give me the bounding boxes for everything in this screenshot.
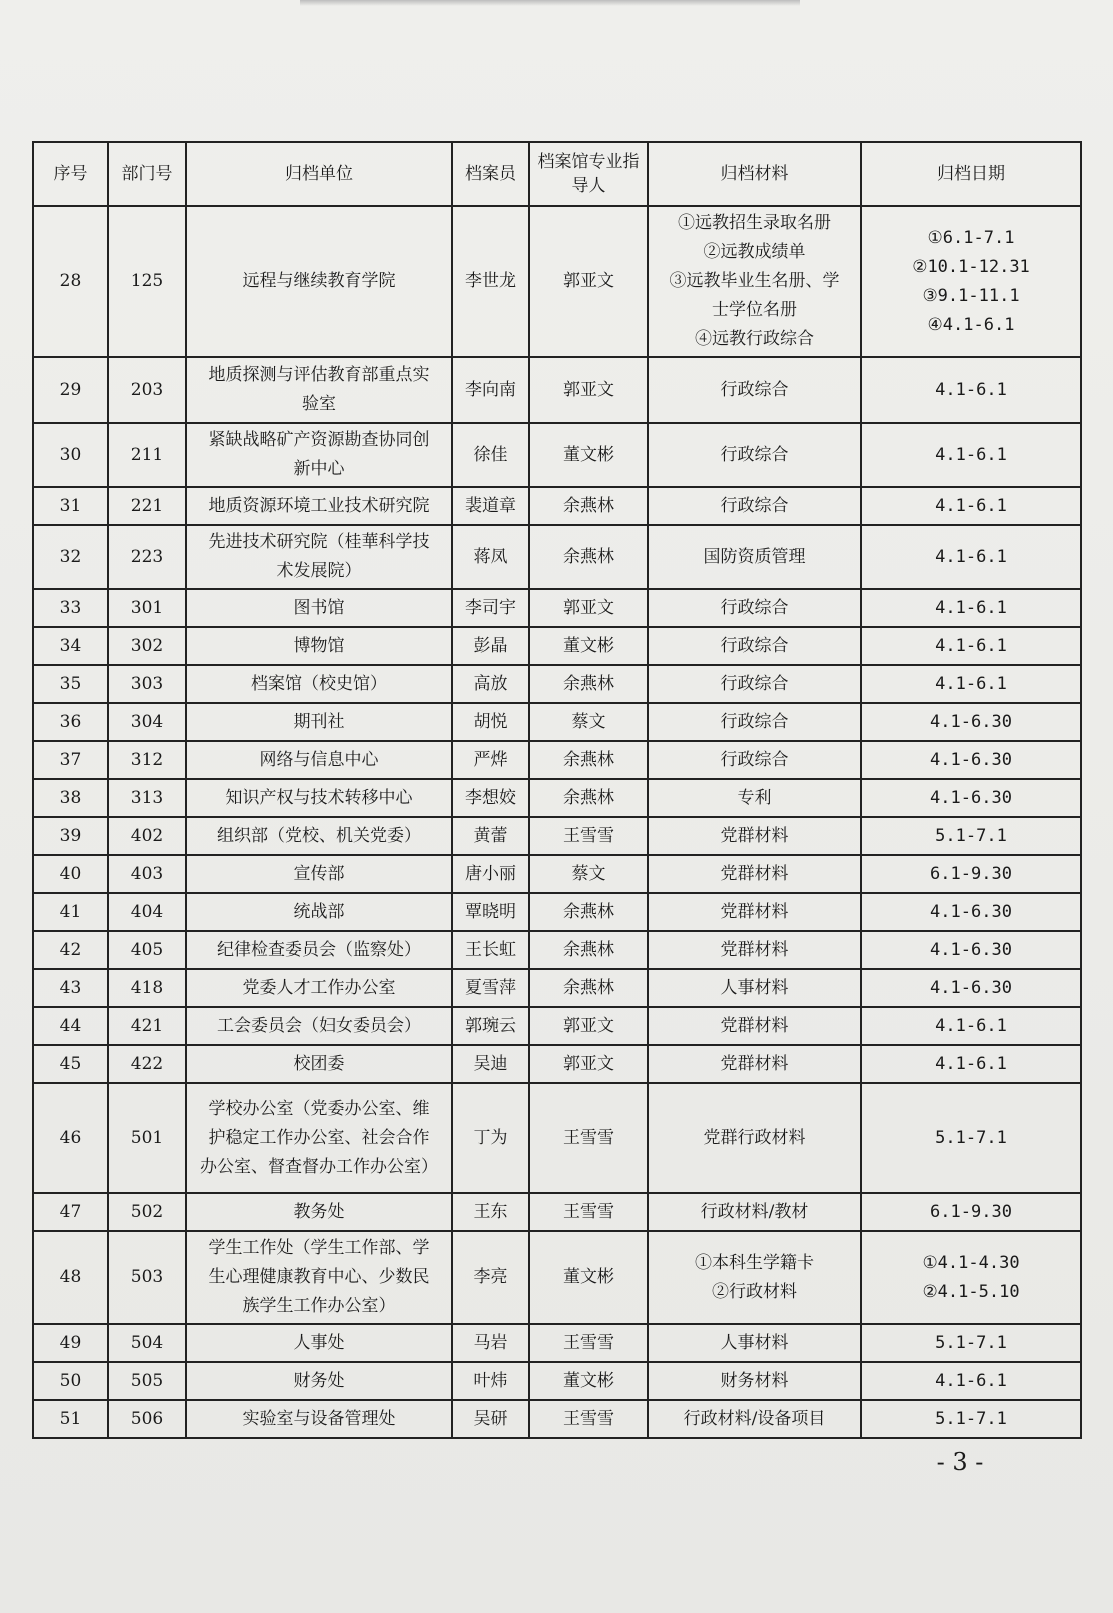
cell-dates-line: 4.1-6.1 bbox=[935, 1015, 1007, 1036]
cell-archivist: 马岩 bbox=[452, 1324, 529, 1362]
cell-dept: 403 bbox=[108, 855, 186, 893]
cell-no: 46 bbox=[33, 1083, 108, 1193]
cell-unit-line: 办公室、督查督办工作办公室） bbox=[200, 1156, 438, 1177]
cell-no: 36 bbox=[33, 703, 108, 741]
cell-archivist: 丁为 bbox=[452, 1083, 529, 1193]
header-cell-unit: 归档单位 bbox=[186, 142, 452, 206]
cell-guide: 王雪雪 bbox=[529, 1193, 648, 1231]
table-row bbox=[33, 206, 1081, 357]
cell-unit-line: 档案馆（校史馆） bbox=[251, 673, 387, 694]
cell-dates-line: 4.1-6.30 bbox=[930, 787, 1012, 808]
cell-dept: 506 bbox=[108, 1400, 186, 1438]
cell-dates-line: ④4.1-6.1 bbox=[927, 314, 1015, 335]
cell-dates bbox=[861, 1083, 1081, 1193]
cell-no: 38 bbox=[33, 779, 108, 817]
cell-materials-line: 行政综合 bbox=[720, 379, 789, 400]
cell-materials bbox=[648, 741, 861, 779]
cell-dept: 211 bbox=[108, 423, 186, 487]
cell-dates bbox=[861, 627, 1081, 665]
cell-unit bbox=[186, 589, 452, 627]
table-header-row bbox=[33, 142, 1081, 206]
cell-archivist: 王长虹 bbox=[452, 931, 529, 969]
cell-unit-line: 知识产权与技术转移中心 bbox=[225, 787, 413, 808]
cell-dates bbox=[861, 1231, 1081, 1324]
cell-archivist: 吴迪 bbox=[452, 1045, 529, 1083]
cell-materials-line: 党群材料 bbox=[720, 939, 789, 960]
cell-guide: 郭亚文 bbox=[529, 1007, 648, 1045]
cell-dates bbox=[861, 817, 1081, 855]
cell-no: 50 bbox=[33, 1362, 108, 1400]
cell-no: 51 bbox=[33, 1400, 108, 1438]
cell-unit bbox=[186, 703, 452, 741]
cell-dates bbox=[861, 1362, 1081, 1400]
cell-unit-line: 远程与继续教育学院 bbox=[242, 271, 396, 291]
cell-unit-line: 工会委员会（妇女委员会） bbox=[217, 1015, 421, 1036]
cell-no: 28 bbox=[33, 206, 108, 357]
cell-unit-line: 校团委 bbox=[293, 1053, 345, 1074]
cell-dates-line: 4.1-6.30 bbox=[930, 711, 1012, 732]
cell-archivist: 高放 bbox=[452, 665, 529, 703]
cell-dates bbox=[861, 487, 1081, 525]
cell-materials-line: 党群材料 bbox=[720, 1053, 789, 1074]
cell-archivist: 李亮 bbox=[452, 1231, 529, 1324]
cell-dept: 223 bbox=[108, 525, 186, 589]
cell-dates bbox=[861, 525, 1081, 589]
cell-guide: 董文彬 bbox=[529, 1231, 648, 1324]
cell-materials-line: 党群材料 bbox=[720, 825, 789, 846]
cell-archivist: 彭晶 bbox=[452, 627, 529, 665]
table-row bbox=[33, 1007, 1081, 1045]
cell-materials-line: ③远教毕业生名册、学 bbox=[669, 271, 840, 291]
cell-no: 45 bbox=[33, 1045, 108, 1083]
cell-unit bbox=[186, 1400, 452, 1438]
cell-unit bbox=[186, 665, 452, 703]
cell-unit-line: 地质探测与评估教育部重点实 bbox=[208, 365, 430, 385]
cell-materials bbox=[648, 1193, 861, 1231]
cell-materials bbox=[648, 1324, 861, 1362]
cell-guide: 余燕林 bbox=[529, 969, 648, 1007]
cell-dates bbox=[861, 741, 1081, 779]
cell-dates bbox=[861, 1400, 1081, 1438]
cell-guide: 余燕林 bbox=[529, 779, 648, 817]
cell-unit bbox=[186, 741, 452, 779]
header-cell-archivist: 档案员 bbox=[452, 142, 529, 206]
cell-archivist: 蒋凤 bbox=[452, 525, 529, 589]
cell-unit bbox=[186, 1193, 452, 1231]
cell-guide: 郭亚文 bbox=[529, 589, 648, 627]
cell-unit-line: 教务处 bbox=[293, 1201, 345, 1222]
cell-materials-line: ④远教行政综合 bbox=[695, 329, 814, 349]
cell-dept: 302 bbox=[108, 627, 186, 665]
cell-unit bbox=[186, 893, 452, 931]
cell-dates-line: 4.1-6.1 bbox=[935, 1370, 1007, 1391]
cell-unit bbox=[186, 817, 452, 855]
cell-no: 39 bbox=[33, 817, 108, 855]
cell-unit-line: 党委人才工作办公室 bbox=[242, 977, 396, 998]
cell-dept: 503 bbox=[108, 1231, 186, 1324]
cell-dates-line: 4.1-6.1 bbox=[935, 597, 1007, 618]
cell-materials bbox=[648, 1362, 861, 1400]
cell-dates-line: 4.1-6.1 bbox=[935, 546, 1007, 567]
cell-unit-line: 新中心 bbox=[293, 459, 345, 479]
cell-dates bbox=[861, 1193, 1081, 1231]
cell-no: 47 bbox=[33, 1193, 108, 1231]
table-row bbox=[33, 1083, 1081, 1193]
cell-unit-line: 博物馆 bbox=[293, 635, 345, 656]
cell-dates bbox=[861, 206, 1081, 357]
cell-unit-line: 验室 bbox=[302, 394, 336, 414]
cell-dept: 504 bbox=[108, 1324, 186, 1362]
cell-dates-line: ①4.1-4.30 bbox=[922, 1252, 1020, 1273]
cell-archivist: 叶炜 bbox=[452, 1362, 529, 1400]
cell-dates bbox=[861, 969, 1081, 1007]
cell-unit-line: 财务处 bbox=[293, 1370, 345, 1391]
cell-materials-line: 行政材料/教材 bbox=[700, 1201, 809, 1222]
cell-dates-line: 4.1-6.30 bbox=[930, 977, 1012, 998]
cell-guide: 余燕林 bbox=[529, 741, 648, 779]
cell-no: 40 bbox=[33, 855, 108, 893]
cell-archivist: 王东 bbox=[452, 1193, 529, 1231]
cell-unit bbox=[186, 931, 452, 969]
cell-materials-line: 人事材料 bbox=[720, 977, 789, 998]
cell-no: 32 bbox=[33, 525, 108, 589]
cell-materials bbox=[648, 817, 861, 855]
cell-materials-line: ②远教成绩单 bbox=[703, 242, 806, 262]
cell-guide: 王雪雪 bbox=[529, 1400, 648, 1438]
cell-dates-line: ①6.1-7.1 bbox=[927, 227, 1015, 248]
cell-unit bbox=[186, 525, 452, 589]
cell-dates bbox=[861, 1007, 1081, 1045]
cell-materials bbox=[648, 855, 861, 893]
table-row bbox=[33, 855, 1081, 893]
cell-dates bbox=[861, 1324, 1081, 1362]
cell-dates-line: 5.1-7.1 bbox=[935, 1408, 1007, 1429]
cell-materials bbox=[648, 423, 861, 487]
cell-unit-line: 紧缺战略矿产资源勘查协同创 bbox=[208, 430, 430, 450]
cell-materials bbox=[648, 779, 861, 817]
cell-materials-line: 行政综合 bbox=[720, 495, 789, 516]
cell-archivist: 覃晓明 bbox=[452, 893, 529, 931]
cell-dept: 402 bbox=[108, 817, 186, 855]
cell-dates-line: 4.1-6.1 bbox=[935, 379, 1007, 400]
cell-archivist: 郭琬云 bbox=[452, 1007, 529, 1045]
cell-dept: 405 bbox=[108, 931, 186, 969]
cell-unit-line: 学生工作处（学生工作部、学 bbox=[208, 1238, 430, 1258]
cell-unit bbox=[186, 1083, 452, 1193]
table-row bbox=[33, 969, 1081, 1007]
header-cell-dates: 归档日期 bbox=[861, 142, 1081, 206]
cell-unit bbox=[186, 1007, 452, 1045]
header-cell-dept: 部门号 bbox=[108, 142, 186, 206]
cell-archivist: 裴道章 bbox=[452, 487, 529, 525]
cell-materials bbox=[648, 589, 861, 627]
cell-unit bbox=[186, 423, 452, 487]
cell-guide: 蔡文 bbox=[529, 855, 648, 893]
cell-materials bbox=[648, 665, 861, 703]
cell-materials bbox=[648, 357, 861, 423]
cell-dates bbox=[861, 779, 1081, 817]
cell-unit-line: 网络与信息中心 bbox=[259, 749, 379, 770]
cell-guide: 郭亚文 bbox=[529, 206, 648, 357]
cell-dept: 501 bbox=[108, 1083, 186, 1193]
cell-materials-line: 财务材料 bbox=[720, 1370, 789, 1391]
page-number: - 3 - bbox=[936, 1448, 984, 1476]
cell-unit-line: 组织部（党校、机关党委） bbox=[217, 825, 421, 846]
cell-unit-line: 族学生工作办公室） bbox=[242, 1296, 396, 1316]
cell-materials bbox=[648, 1007, 861, 1045]
cell-materials-line: 党群行政材料 bbox=[703, 1127, 806, 1148]
cell-no: 49 bbox=[33, 1324, 108, 1362]
cell-dates-line: 4.1-6.1 bbox=[935, 635, 1007, 656]
table-row bbox=[33, 1400, 1081, 1438]
cell-guide: 蔡文 bbox=[529, 703, 648, 741]
cell-unit bbox=[186, 969, 452, 1007]
cell-unit-line: 宣传部 bbox=[293, 863, 345, 884]
cell-materials-line: ①远教招生录取名册 bbox=[678, 213, 831, 233]
cell-dates-line: 4.1-6.30 bbox=[930, 939, 1012, 960]
cell-dates-line: 4.1-6.1 bbox=[935, 673, 1007, 694]
cell-dates bbox=[861, 703, 1081, 741]
cell-unit-line: 期刊社 bbox=[293, 711, 345, 732]
table-row bbox=[33, 741, 1081, 779]
cell-guide: 郭亚文 bbox=[529, 357, 648, 423]
cell-dates-line: 6.1-9.30 bbox=[930, 1201, 1012, 1222]
cell-dates bbox=[861, 893, 1081, 931]
cell-no: 30 bbox=[33, 423, 108, 487]
cell-guide: 王雪雪 bbox=[529, 817, 648, 855]
cell-dates bbox=[861, 357, 1081, 423]
cell-no: 43 bbox=[33, 969, 108, 1007]
cell-unit-line: 学校办公室（党委办公室、维 bbox=[208, 1098, 430, 1119]
cell-dates bbox=[861, 1045, 1081, 1083]
cell-dept: 505 bbox=[108, 1362, 186, 1400]
table-row bbox=[33, 893, 1081, 931]
cell-guide: 王雪雪 bbox=[529, 1083, 648, 1193]
header-cell-no: 序号 bbox=[33, 142, 108, 206]
cell-dates-line: ③9.1-11.1 bbox=[922, 285, 1020, 306]
cell-dates-line: 4.1-6.1 bbox=[935, 444, 1007, 465]
table-row bbox=[33, 703, 1081, 741]
cell-materials-line: 行政综合 bbox=[720, 673, 789, 694]
cell-materials-line: 行政综合 bbox=[720, 597, 789, 618]
table-row bbox=[33, 1231, 1081, 1324]
cell-materials-line: ②行政材料 bbox=[712, 1281, 797, 1302]
cell-guide: 余燕林 bbox=[529, 931, 648, 969]
cell-materials bbox=[648, 1231, 861, 1324]
cell-materials bbox=[648, 1400, 861, 1438]
cell-archivist: 吴研 bbox=[452, 1400, 529, 1438]
table-row bbox=[33, 1324, 1081, 1362]
cell-dates-line: 5.1-7.1 bbox=[935, 1127, 1007, 1148]
cell-dates-line: 4.1-6.1 bbox=[935, 1053, 1007, 1074]
cell-dates bbox=[861, 855, 1081, 893]
table-body bbox=[33, 206, 1081, 1438]
cell-no: 34 bbox=[33, 627, 108, 665]
cell-unit bbox=[186, 1231, 452, 1324]
cell-dept: 421 bbox=[108, 1007, 186, 1045]
cell-unit-line: 纪律检查委员会（监察处） bbox=[217, 939, 421, 960]
cell-guide: 余燕林 bbox=[529, 665, 648, 703]
table-row bbox=[33, 931, 1081, 969]
table-row bbox=[33, 525, 1081, 589]
cell-materials-line: 专利 bbox=[737, 787, 772, 808]
table-row bbox=[33, 779, 1081, 817]
cell-materials bbox=[648, 487, 861, 525]
cell-dates-line: 5.1-7.1 bbox=[935, 825, 1007, 846]
cell-no: 37 bbox=[33, 741, 108, 779]
cell-dept: 418 bbox=[108, 969, 186, 1007]
table-row bbox=[33, 627, 1081, 665]
cell-unit bbox=[186, 855, 452, 893]
cell-dept: 502 bbox=[108, 1193, 186, 1231]
cell-archivist: 李想姣 bbox=[452, 779, 529, 817]
cell-materials bbox=[648, 627, 861, 665]
cell-guide: 王雪雪 bbox=[529, 1324, 648, 1362]
cell-archivist: 胡悦 bbox=[452, 703, 529, 741]
cell-no: 41 bbox=[33, 893, 108, 931]
cell-materials-line: 行政综合 bbox=[720, 711, 789, 732]
cell-archivist: 李司宇 bbox=[452, 589, 529, 627]
cell-materials bbox=[648, 1083, 861, 1193]
cell-archivist: 夏雪萍 bbox=[452, 969, 529, 1007]
cell-dates bbox=[861, 589, 1081, 627]
cell-materials bbox=[648, 206, 861, 357]
cell-unit-line: 术发展院） bbox=[276, 561, 362, 581]
cell-dates bbox=[861, 423, 1081, 487]
cell-no: 44 bbox=[33, 1007, 108, 1045]
cell-materials-line: 国防资质管理 bbox=[703, 546, 806, 567]
cell-unit bbox=[186, 1362, 452, 1400]
cell-unit-line: 先进技术研究院（桂華科学技 bbox=[208, 532, 430, 552]
cell-materials bbox=[648, 893, 861, 931]
cell-unit-line: 地质资源环境工业技术研究院 bbox=[208, 495, 430, 516]
cell-materials-line: ①本科生学籍卡 bbox=[695, 1252, 814, 1273]
header-cell-guide: 档案馆专业指导人 bbox=[529, 142, 648, 206]
cell-guide: 郭亚文 bbox=[529, 1045, 648, 1083]
table-row bbox=[33, 1045, 1081, 1083]
cell-materials-line: 士学位名册 bbox=[712, 300, 797, 320]
cell-unit-line: 护稳定工作办公室、社会合作 bbox=[208, 1127, 430, 1148]
cell-unit bbox=[186, 487, 452, 525]
table-row bbox=[33, 817, 1081, 855]
cell-materials bbox=[648, 969, 861, 1007]
cell-guide: 董文彬 bbox=[529, 423, 648, 487]
cell-dept: 304 bbox=[108, 703, 186, 741]
cell-unit-line: 统战部 bbox=[293, 901, 345, 922]
cell-no: 42 bbox=[33, 931, 108, 969]
cell-dept: 301 bbox=[108, 589, 186, 627]
cell-no: 33 bbox=[33, 589, 108, 627]
cell-dates-line: 4.1-6.1 bbox=[935, 495, 1007, 516]
cell-dates-line: 4.1-6.30 bbox=[930, 749, 1012, 770]
cell-no: 35 bbox=[33, 665, 108, 703]
cell-guide: 余燕林 bbox=[529, 487, 648, 525]
cell-materials-line: 党群材料 bbox=[720, 863, 789, 884]
table-row bbox=[33, 665, 1081, 703]
cell-dept: 404 bbox=[108, 893, 186, 931]
table-row bbox=[33, 423, 1081, 487]
cell-materials bbox=[648, 525, 861, 589]
cell-unit-line: 人事处 bbox=[293, 1332, 345, 1353]
cell-materials-line: 行政综合 bbox=[720, 444, 789, 465]
cell-materials-line: 人事材料 bbox=[720, 1332, 789, 1353]
cell-dates bbox=[861, 665, 1081, 703]
cell-no: 48 bbox=[33, 1231, 108, 1324]
cell-materials bbox=[648, 703, 861, 741]
cell-archivist: 唐小丽 bbox=[452, 855, 529, 893]
table-row bbox=[33, 487, 1081, 525]
table-row bbox=[33, 589, 1081, 627]
cell-dates-line: ②4.1-5.10 bbox=[922, 1281, 1020, 1302]
cell-unit bbox=[186, 1045, 452, 1083]
cell-dates-line: 5.1-7.1 bbox=[935, 1332, 1007, 1353]
cell-materials-line: 行政综合 bbox=[720, 635, 789, 656]
cell-unit-line: 生心理健康教育中心、少数民 bbox=[208, 1267, 430, 1287]
cell-unit-line: 图书馆 bbox=[293, 597, 345, 618]
cell-archivist: 黄蕾 bbox=[452, 817, 529, 855]
header-cell-materials: 归档材料 bbox=[648, 142, 861, 206]
cell-dates-line: 4.1-6.30 bbox=[930, 901, 1012, 922]
cell-dept: 203 bbox=[108, 357, 186, 423]
cell-dept: 125 bbox=[108, 206, 186, 357]
cell-dept: 303 bbox=[108, 665, 186, 703]
cell-dept: 312 bbox=[108, 741, 186, 779]
cell-guide: 董文彬 bbox=[529, 1362, 648, 1400]
cell-guide: 董文彬 bbox=[529, 627, 648, 665]
cell-unit bbox=[186, 779, 452, 817]
cell-materials-line: 行政材料/设备项目 bbox=[683, 1408, 826, 1429]
cell-no: 29 bbox=[33, 357, 108, 423]
cell-materials bbox=[648, 1045, 861, 1083]
cell-unit bbox=[186, 357, 452, 423]
cell-guide: 余燕林 bbox=[529, 525, 648, 589]
cell-archivist: 李世龙 bbox=[452, 206, 529, 357]
cell-dept: 313 bbox=[108, 779, 186, 817]
cell-archivist: 严烨 bbox=[452, 741, 529, 779]
cell-materials-line: 党群材料 bbox=[720, 901, 789, 922]
cell-materials bbox=[648, 931, 861, 969]
cell-dept: 422 bbox=[108, 1045, 186, 1083]
cell-unit bbox=[186, 206, 452, 357]
cell-materials-line: 党群材料 bbox=[720, 1015, 789, 1036]
cell-no: 31 bbox=[33, 487, 108, 525]
cell-dates bbox=[861, 931, 1081, 969]
cell-materials-line: 行政综合 bbox=[720, 749, 789, 770]
scan-shadow bbox=[300, 0, 800, 6]
archive-schedule-table bbox=[32, 141, 1082, 1439]
cell-unit bbox=[186, 1324, 452, 1362]
cell-unit-line: 实验室与设备管理处 bbox=[242, 1408, 396, 1429]
cell-unit bbox=[186, 627, 452, 665]
table-row bbox=[33, 1362, 1081, 1400]
cell-archivist: 徐佳 bbox=[452, 423, 529, 487]
cell-dates-line: ②10.1-12.31 bbox=[912, 256, 1030, 277]
cell-dept: 221 bbox=[108, 487, 186, 525]
table-row bbox=[33, 357, 1081, 423]
table-row bbox=[33, 1193, 1081, 1231]
cell-archivist: 李向南 bbox=[452, 357, 529, 423]
cell-dates-line: 6.1-9.30 bbox=[930, 863, 1012, 884]
cell-guide: 余燕林 bbox=[529, 893, 648, 931]
